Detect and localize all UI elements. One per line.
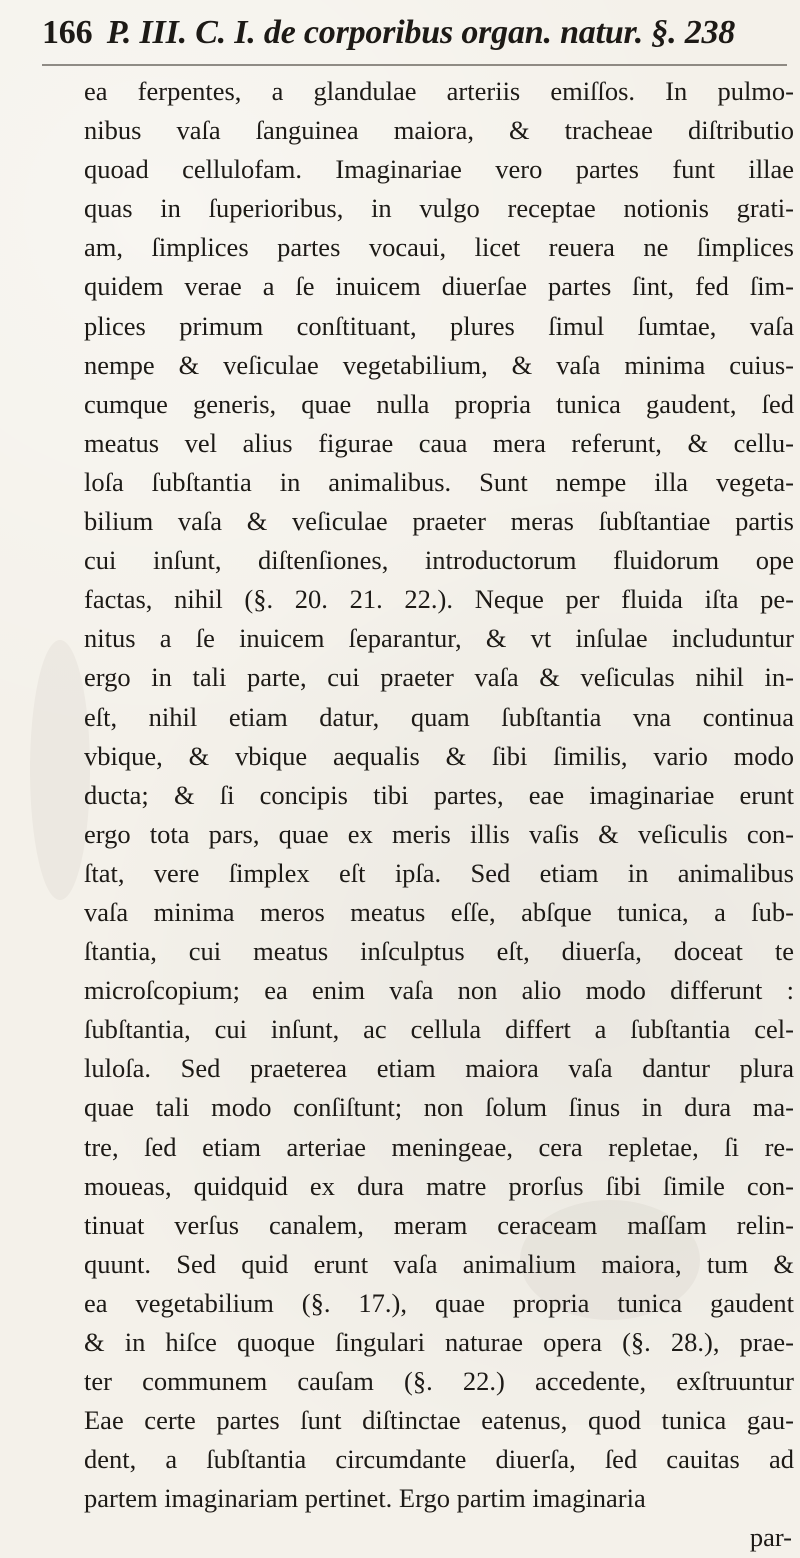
- text-line: ducta; & ſi concipis tibi partes, eae imaginariae erunt: [84, 779, 794, 810]
- text-line: tre, ſed etiam arteriae meningeae, cera repletae, ſi re-: [84, 1131, 794, 1162]
- text-line: dent, a ſubſtantia circumdante diuerſa, ſed cauitas ad: [84, 1444, 794, 1475]
- text-line: nibus vaſa ſanguinea maiora, & tracheae diſtributio: [84, 115, 794, 146]
- header-rule: [42, 64, 787, 66]
- text-line: vbique, & vbique aequalis & ſibi ſimilis, vario modo: [84, 740, 794, 771]
- text-line: meatus vel alius figurae caua mera referunt, & cellu-: [84, 427, 794, 458]
- text-line: loſa ſubſtantia in animalibus. Sunt nempe illa vegeta-: [84, 466, 794, 497]
- text-line: ter communem cauſam (§. 22.) accedente, exſtruuntur: [84, 1366, 794, 1397]
- text-line: cui inſunt, diſtenſiones, introductorum fluidorum ope: [84, 545, 794, 576]
- text-line: ea vegetabilium (§. 17.), quae propria tunica gaudent: [84, 1287, 794, 1318]
- running-title: P. III. C. I. de corporibus organ. natur. §. 238: [106, 14, 736, 51]
- text-line: ergo in tali parte, cui praeter vaſa & veſiculas nihil in-: [84, 662, 794, 693]
- paper-stain: [30, 640, 90, 900]
- catchword: par-: [749, 1522, 792, 1553]
- text-line: moueas, quidquid ex dura matre prorſus ſibi ſimile con-: [84, 1170, 794, 1201]
- text-line: quas in ſuperioribus, in vulgo receptae notionis grati-: [84, 193, 794, 224]
- text-line: quoad cellulofam. Imaginariae vero partes funt illae: [84, 154, 794, 185]
- text-line: quunt. Sed quid erunt vaſa animalium maiora, tum &: [84, 1248, 794, 1279]
- body-text: [84, 72, 800, 1558]
- text-line: ſtat, vere ſimplex eſt ipſa. Sed etiam in animalibus: [84, 857, 794, 888]
- text-line: microſcopium; ea enim vaſa non alio modo differunt :: [84, 975, 794, 1006]
- page-number: 166: [42, 14, 93, 51]
- text-line: Eae certe partes ſunt diſtinctae eatenus, quod tunica gau-: [84, 1405, 794, 1436]
- text-line: ſubſtantia, cui inſunt, ac cellula differt a ſubſtantia cel-: [84, 1014, 794, 1045]
- text-line: tinuat verſus canalem, meram ceraceam maſſam relin-: [84, 1209, 794, 1240]
- text-line: quidem verae a ſe inuicem diuerſae partes ſint, fed ſim-: [84, 271, 794, 302]
- text-line: factas, nihil (§. 20. 21. 22.). Neque per fluida iſta pe-: [84, 584, 794, 615]
- text-line: ſtantia, cui meatus inſculptus eſt, diuerſa, doceat te: [84, 936, 794, 967]
- text-line: bilium vaſa & veſiculae praeter meras ſubſtantiae partis: [84, 506, 794, 537]
- text-line: am, ſimplices partes vocaui, licet reuera ne ſimplices: [84, 232, 794, 263]
- text-line: nitus a ſe inuicem ſeparantur, & vt inſulae includuntur: [84, 623, 794, 654]
- text-line: partem imaginariam pertinet. Ergo partim imaginaria: [84, 1483, 646, 1514]
- text-line: ea ferpentes, a glandulae arteriis emiſſos. In pulmo-: [84, 76, 794, 106]
- text-line: plices primum conſtituant, plures ſimul ſumtae, vaſa: [84, 310, 794, 341]
- text-line: quae tali modo conſiſtunt; non ſolum ſinus in dura ma-: [84, 1092, 794, 1123]
- text-line: ergo tota pars, quae ex meris illis vaſis & veſiculis con-: [84, 818, 794, 849]
- text-line: cumque generis, quae nulla propria tunica gaudent, ſed: [84, 388, 794, 419]
- text-line: vaſa minima meros meatus eſſe, abſque tunica, a ſub-: [84, 896, 794, 927]
- running-header: [42, 8, 792, 58]
- text-line: nempe & veſiculae vegetabilium, & vaſa minima cuius-: [84, 349, 794, 380]
- text-line: & in hiſce quoque ſingulari naturae opera (§. 28.), prae-: [84, 1327, 794, 1357]
- text-line: luloſa. Sed praeterea etiam maiora vaſa dantur plura: [84, 1053, 794, 1084]
- text-line: eſt, nihil etiam datur, quam ſubſtantia vna continua: [84, 701, 794, 732]
